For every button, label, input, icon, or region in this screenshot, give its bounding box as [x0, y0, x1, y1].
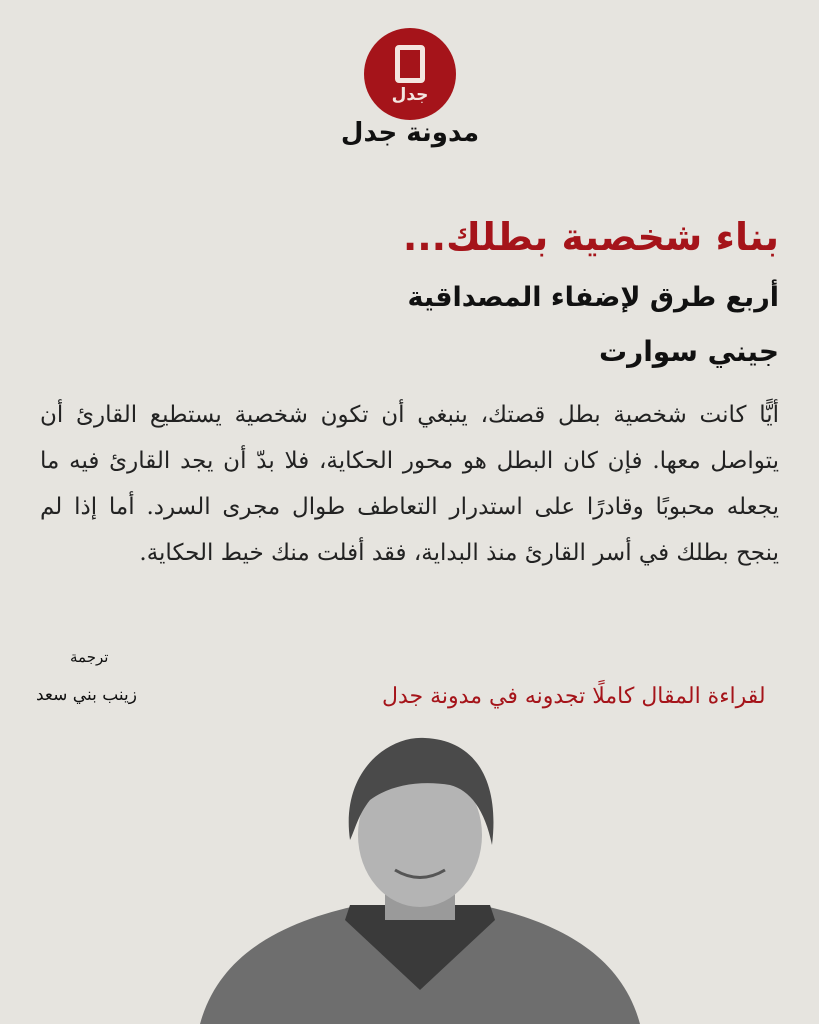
blog-name: مدونة جدل	[340, 118, 480, 148]
article-title: بناء شخصية بطلك...	[402, 215, 779, 259]
article-subtitle: أربع طرق لإضفاء المصداقية	[407, 282, 779, 313]
article-excerpt: أيًّا كانت شخصية بطل قصتك، ينبغي أن تكون شخصية يستطيع القارئ أن يتواصل معها. فإن كان البطل هو محور الحكاية، فلا بدّ أن يجد القارئ فيه ما يجعله محبوبًا وقادرًا على استدرار التعاطف طوال مجرى السرد. أما إذا لم ينجح بطلك في أسر القارئ منذ البداية، فقد أفلت منك خيط الحكاية.	[40, 402, 779, 566]
author-photo	[200, 730, 640, 1024]
blog-logo	[364, 28, 456, 120]
translation-label: ترجمة	[70, 648, 109, 666]
article-author: جيني سوارت	[598, 335, 779, 368]
read-more-note: لقراءة المقال كاملًا تجدونه في مدونة جدل	[382, 684, 766, 709]
translator-name: زينب بني سعد	[36, 685, 137, 705]
logo-text: جدل	[391, 85, 429, 105]
logo-mark-icon	[395, 45, 425, 83]
